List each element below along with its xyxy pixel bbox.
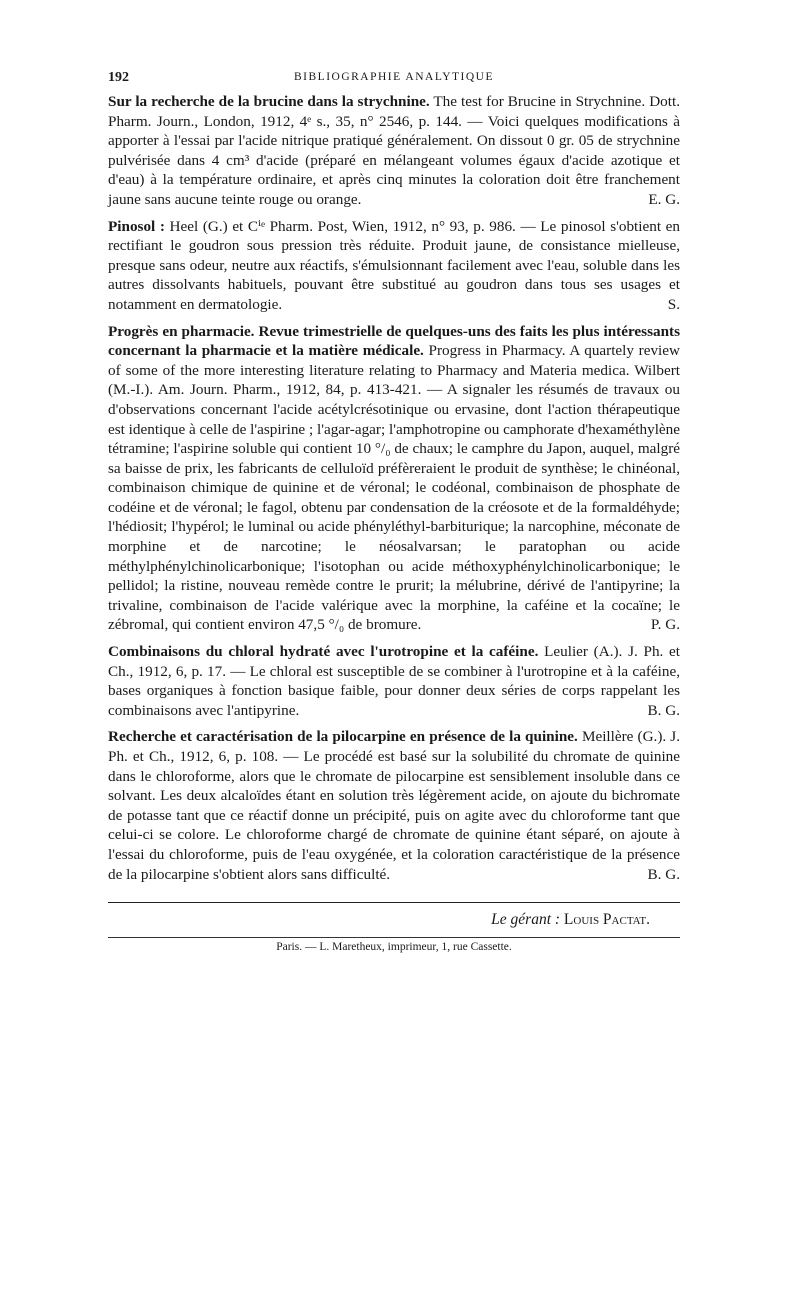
entry-chloral bbox=[108, 642, 680, 720]
document-page bbox=[108, 70, 680, 953]
printer-imprint: Paris. — L. Maretheux, imprimeur, 1, rue Cassette. bbox=[108, 937, 680, 953]
entry-title: Sur la recherche de la brucine dans la strychnine. bbox=[108, 93, 430, 110]
entry-pilocarpine bbox=[108, 727, 680, 884]
page-header bbox=[108, 70, 680, 92]
footer-divider bbox=[108, 902, 680, 903]
entry-pinosol bbox=[108, 217, 680, 315]
entry-signature: E. G. bbox=[648, 190, 680, 208]
gerant-line bbox=[108, 911, 680, 929]
gerant-name: Louis Pactat. bbox=[563, 911, 650, 929]
entry-body: The test for Brucine in Strychnine. Dott. Pharm. Journ., London, 1912, 4ᵉ s., 35, n° 2546, p. 144. — Voici quelques modifications à apporter à l'essai par l'acide nitrique pratiqué généralement. On dissout 0 gr. 05 de strychnine pulvérisée dans 4 cm³ d'acide (préparé en mélangeant volumes égaux d'acide azotique et d'eau) à la température ordinaire, et après cinq minutes la coloration doit être franchement jaune sans aucune teinte rouge ou orange. bbox=[108, 93, 680, 208]
page-number: 192 bbox=[108, 70, 129, 85]
entry-brucine bbox=[108, 92, 680, 210]
entry-title: Recherche et caractérisation de la pilocarpine en présence de la quinine. bbox=[108, 728, 578, 746]
entry-title: Combinaisons du chloral hydraté avec l'urotropine et la caféine. bbox=[108, 643, 539, 661]
entry-body: Heel (G.) et Cⁱᵉ Pharm. Post, Wien, 1912, n° 93, p. 986. — Le pinosol s'obtient en rectifiant le goudron sous pression très réduite. Produit jaune, de consistance mielleuse, presque sans odeur, neutre aux réactifs, s'émulsionnant facilement avec l'eau, soluble dans les autres dissolvants habituels, pouvant être substitué au goudron dans tous ses usages et notamment en dermatologie. bbox=[108, 217, 680, 313]
entry-signature: P. G. bbox=[650, 616, 680, 634]
entry-body: Leulier (A.). J. Ph. et Ch., 1912, 6, p. 17. — Le chloral est susceptible de se combiner à l'urotropine et à la caféine, bases organiques à fonction basique faible, pour donner deux séries de corps rappelant les combinaisons avec l'antipyrine. bbox=[108, 643, 681, 719]
entry-body: Progress in Pharmacy. A quartely review of some of the more interesting literature relating to Pharmacy and Materia medica. Wilbert (M.-I.). Am. Journ. Pharm., 1912, 84, p. 413-421. — A signaler les résumés de travaux ou d'observations concernant l'acide acétylcrésotinique ou ervasine, dont l'action thérapeutique est identique à celle de l'aspirine ; l'agar-agar; l'amphotropine ou camphorate d'hexaméthylène tétramine; l'aspirine soluble qui contient 10 °/₀ de chaux; le camphre du Japon, auquel, malgré sa baisse de prix, les fabricants de celluloïd préfèreraient le produit de synthèse; le chinéonal, combinaison chimique de quinine et de véronal; le codéonal, combinaison de phosphate de codéine et de véronal; le fagol, obtenu par condensation de la créosote et de la formaldéhyde; l'hédiosit; l'hypérol; le luminal ou acide phényléthyl-barbiturique; la narcophine, méconate de morphine et de narcotine; le néosalvarsan; le paratophan ou acide méthylphénylchinolicarbonique; l'isotophan ou acide méthoxyphénylchinolicarbonique; le pellidol; la ristine, nouveau remède contre le prurit; la mélubrine, dérivé de l'antipyrine; la trivaline, combinaison de l'acide valérique avec la morphine, la caféine et la cocaïne; le zébromal, qui contient environ 47,5 °/₀ de bromure. bbox=[108, 342, 680, 634]
entry-progres-pharmacie bbox=[108, 322, 680, 636]
entry-signature: B. G. bbox=[647, 701, 680, 719]
entry-body: Meillère (G.). J. Ph. et Ch., 1912, 6, p. 108. — Le procédé est basé sur la solubilité du chromate de quinine dans le chloroforme, alors que le chromate de pilocarpine est sensiblement insoluble dans ce solvant. Les deux alcaloïdes étant en solution très légèrement acide, on ajoute du bichromate de potasse tant que ce réactif donne un précipité, puis on agite avec du chloroforme tant que celui-ci se colore. Le chloroforme chargé de chromate de quinine étant séparé, on ajoute à l'essai du chloroforme, puis de l'eau oxygénée, et la coloration caractéristique de la présence de la pilocarpine s'obtient alors sans difficulté. bbox=[108, 728, 681, 883]
entry-title: Pinosol : bbox=[108, 217, 165, 235]
entry-title: Progrès en pharmacie. Revue trimestrielle de quelques-uns des faits les plus intéressants concernant la pharmacie et la matière médicale. bbox=[108, 322, 680, 360]
entry-signature: B. G. bbox=[647, 865, 680, 883]
entry-signature: S. bbox=[667, 295, 680, 313]
running-title: BIBLIOGRAPHIE ANALYTIQUE bbox=[294, 71, 494, 83]
gerant-label: Le gérant : bbox=[491, 911, 561, 929]
